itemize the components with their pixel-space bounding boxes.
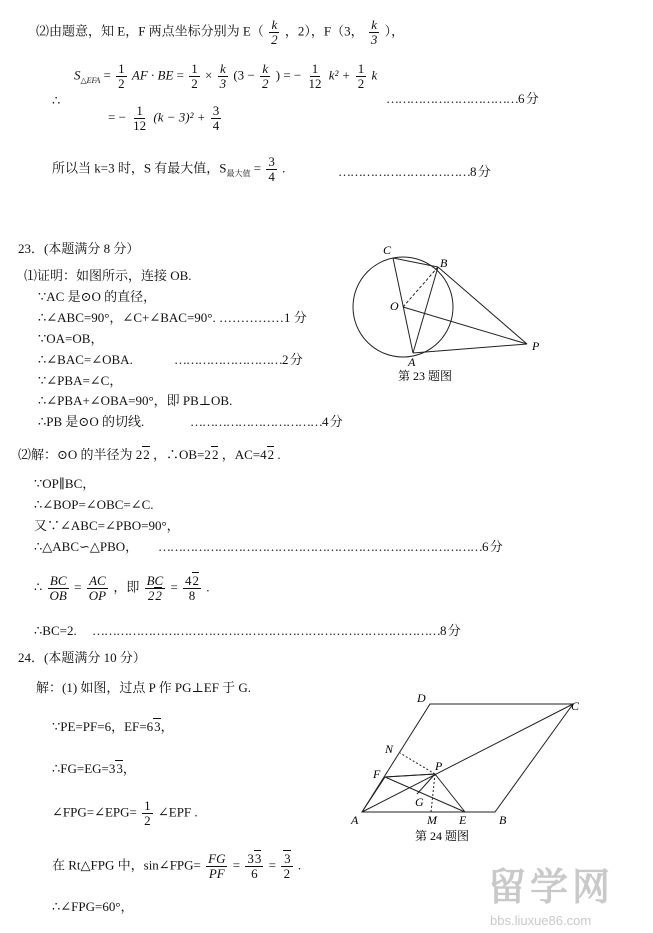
p23-heading: 23．(本题满分 8 分）: [18, 241, 140, 256]
label-m: M: [427, 813, 437, 827]
p22-score-6: ……………………………6 分: [386, 91, 538, 106]
p22-area-eq1: $S_{\triangle EFA}$ = $\frac{1}{2}$ AF · BE = $\frac{1}{2}$ × $\frac{k}{3}$ (3 − $\frac{k}{2}$ ) = − $\frac{1}{12}$ k² + $\frac{1}{2}$ k: [74, 61, 378, 91]
label-c: C: [383, 243, 392, 257]
figure-24-diagram: [345, 690, 590, 850]
label-o: O: [390, 299, 399, 313]
p24-line-6: ∴∠FPG=60°，: [52, 899, 134, 914]
label-g: G: [415, 795, 424, 809]
p23-score-2: ………………………2 分: [174, 352, 302, 367]
p23-line-13: ∴△ABC∽△PBO，: [34, 539, 139, 554]
figure-23-caption: 第 23 题图: [398, 369, 453, 383]
p23-line-15: ∴BC=2.: [34, 623, 77, 638]
p24-line-4: ∠FPG=∠EPG= $\frac{1}{2}$ ∠EPF .: [52, 798, 198, 828]
label-b: B: [499, 813, 507, 827]
p24-line-1: 解：(1) 如图，过点 P 作 PG⊥EF 于 G.: [36, 680, 252, 695]
segment-op: [403, 307, 527, 344]
figure-23-diagram: [350, 240, 550, 385]
p24-line-2: ∵PE=PF=6，EF=63，: [52, 719, 174, 734]
p23-score-4: ……………………………4 分: [190, 414, 342, 429]
p23-line-9: ⑵解：⊙O 的半径为 22 ，∴OB=22 ，AC=42 .: [18, 447, 281, 462]
p22-area-eq2: = − $\frac{1}{12}$ (k − 3)² + $\frac{3}{4}$: [108, 103, 220, 133]
label-c: C: [571, 699, 580, 713]
p23-line-6: ∵∠PBA=∠C，: [38, 373, 123, 388]
p23-line-8: ∴PB 是⊙O 的切线.: [38, 414, 145, 429]
p23-line-11: ∴∠BOP=∠OBC=∠C.: [34, 497, 154, 512]
p22-max-value: 所以当 k=3 时，S 有最大值，$S_{最大值}$ = $\frac{3}{4}$ .: [52, 154, 286, 184]
p23-line-14: ∴ $\frac{BC}{OB}$ = $\frac{AC}{OP}$ ，即 $\frac{BC}{22}$ = $\frac{42}{8}$ .: [34, 573, 210, 603]
p23-score-6: ………………………………………………………………………6 分: [158, 539, 502, 554]
label-n: N: [385, 742, 394, 756]
label-p: P: [435, 759, 443, 773]
p24-line-3: ∴FG=EG=33，: [52, 761, 136, 776]
p23-line-10: ∵OP∥BC，: [34, 476, 96, 491]
p24-line-5: 在 Rt△FPG 中，sin∠FPG= $\frac{FG}{PF}$ = $\frac{33}{6}$ = $\frac{3}{2}$ .: [52, 851, 302, 881]
p23-score-8: ……………………………………………………………………………8 分: [92, 623, 460, 638]
segment-bp: [438, 267, 527, 344]
p23-line-5: ∴∠BAC=∠OBA.: [38, 352, 133, 367]
p23-line-12: 又∵∠ABC=∠PBO=90°，: [34, 518, 180, 533]
p22-score-8: ……………………………8 分: [338, 164, 490, 179]
label-a: A: [408, 355, 416, 369]
segment-fa: [362, 777, 385, 812]
segment-ac: [362, 704, 573, 812]
p23-line-3: ∴∠ABC=90°，∠C+∠BAC=90°. ……………1 分: [38, 310, 307, 325]
segment-fp-mid: [385, 774, 435, 777]
p24-heading: 24．(本题满分 10 分）: [18, 650, 146, 665]
segment-ab: [413, 267, 438, 353]
p23-line-4: ∵OA=OB，: [38, 331, 104, 346]
segment-pe: [435, 774, 465, 812]
segment-pg: [417, 774, 435, 794]
figure-24-caption: 第 24 题图: [415, 829, 470, 843]
p23-line-1: ⑴证明：如图所示，连接 OB.: [24, 268, 192, 283]
segment-ob: [403, 267, 438, 307]
segment-pm: [431, 774, 435, 812]
segment-pn: [400, 753, 435, 774]
p23-line-7: ∴∠PBA+∠OBA=90°，即 PB⊥OB.: [38, 393, 233, 408]
label-b: B: [440, 256, 448, 270]
p22-intro: ⑵由题意，知 E，F 两点坐标分别为 E（ $\frac{k}{2}$ ，2），F（3， $\frac{k}{3}$ ），: [36, 17, 405, 47]
label-d: D: [417, 691, 426, 705]
watermark-url: bbs.liuxue86.com: [490, 913, 592, 928]
p23-line-2: ∵AC 是⊙O 的直径，: [38, 289, 157, 304]
label-f: F: [373, 767, 381, 781]
label-a: A: [351, 813, 359, 827]
frac-k-over-2: $\frac{k}{2}$: [271, 17, 278, 47]
segment-cb: [393, 258, 438, 267]
label-e: E: [459, 813, 467, 827]
label-p: P: [532, 339, 540, 353]
frac-k-over-3: $\frac{k}{3}$: [370, 17, 378, 47]
watermark-logo: 留学网: [488, 867, 615, 909]
p22-therefore: ∴: [52, 93, 61, 108]
